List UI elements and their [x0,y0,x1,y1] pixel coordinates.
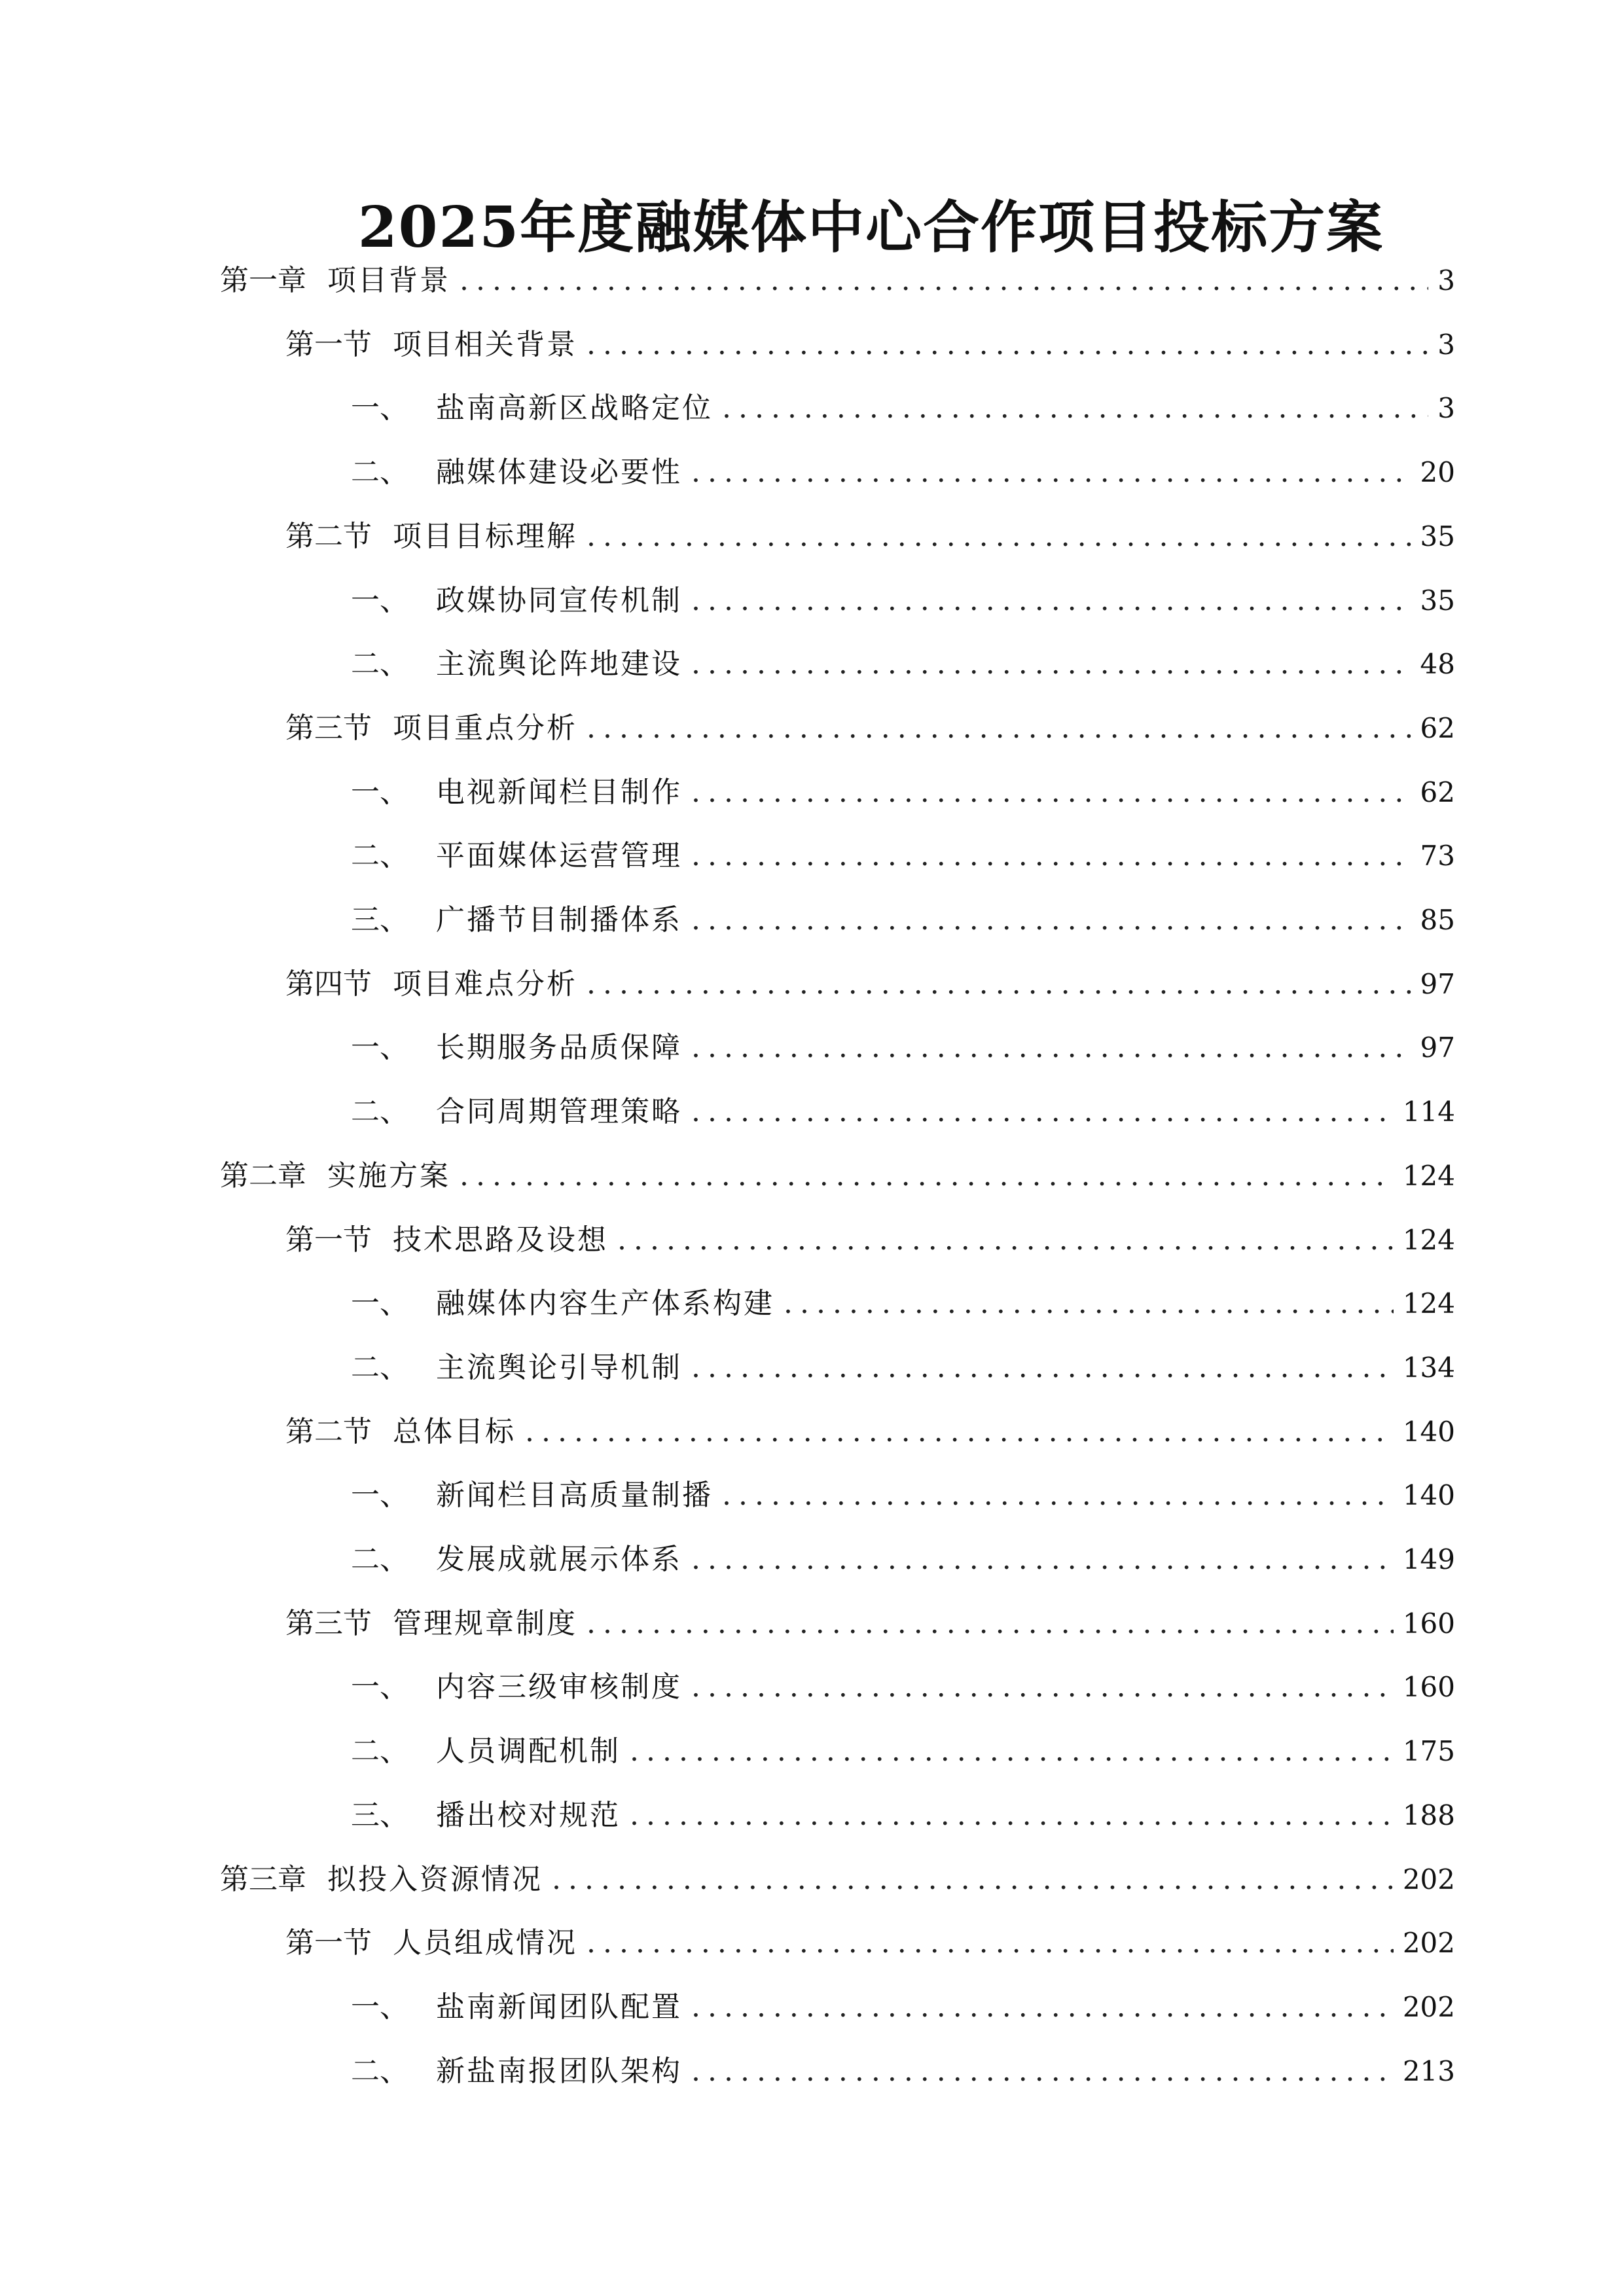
toc-entry[interactable] [351,1666,1455,1708]
toc-entry-page-number: 124 [1402,1287,1455,1320]
toc-entry-number: 第一章 [220,264,306,297]
toc-entry-number: 二、 [351,2054,408,2088]
toc-entry[interactable] [351,899,1455,941]
toc-dot-leader [722,387,1428,429]
toc-entry-number: 第三节 [285,1606,372,1640]
toc-dot-leader [617,1219,1394,1261]
toc-entry-title: 技术思路及设想 [393,1223,608,1257]
toc-entry-title: 新盐南报团队架构 [436,2054,682,2088]
toc-entry-number: 一、 [351,583,408,617]
toc-entry-number: 一、 [351,1031,408,1065]
toc-entry-page-number: 73 [1420,840,1455,872]
toc-entry-number: 二、 [351,456,408,490]
toc-entry-title: 内容三级审核制度 [436,1670,682,1704]
toc-entry-number: 二、 [351,1734,408,1768]
toc-entry-title: 主流舆论阵地建设 [436,647,682,681]
toc-dot-leader [691,580,1411,622]
toc-entry-number: 二、 [351,839,408,873]
toc-entry-page-number: 140 [1402,1415,1455,1448]
toc-entry-page-number: 3 [1437,328,1455,361]
toc-entry-title: 项目相关背景 [393,327,577,361]
toc-entry[interactable] [351,1475,1455,1516]
toc-dot-leader [552,1859,1394,1901]
toc-entry-title: 发展成就展示体系 [436,1543,682,1576]
toc-dot-leader [586,1922,1394,1964]
toc-entry-page-number: 3 [1437,392,1455,425]
toc-dot-leader [691,772,1411,814]
toc-dot-leader [630,1795,1394,1837]
toc-entry-number: 二、 [351,1543,408,1576]
toc-entry[interactable] [285,963,1455,1005]
toc-dot-leader [586,516,1411,558]
toc-entry[interactable] [285,1922,1455,1964]
toc-entry-page-number: 48 [1420,648,1455,681]
toc-entry-title: 播出校对规范 [436,1798,621,1832]
toc-entry-title: 盐南高新区战略定位 [436,391,713,425]
toc-entry-title: 融媒体内容生产体系构建 [436,1287,774,1321]
toc-dot-leader [691,1347,1394,1389]
toc-entry-page-number: 3 [1437,264,1455,296]
toc-entry[interactable] [285,1219,1455,1261]
toc-entry[interactable] [351,772,1455,814]
toc-entry[interactable] [351,1795,1455,1837]
toc-dot-leader [586,1603,1394,1645]
toc-dot-leader [691,1986,1394,2028]
toc-entry-number: 第一节 [285,1926,372,1960]
toc-entry-page-number: 85 [1420,904,1455,936]
toc-entry-page-number: 175 [1402,1735,1455,1768]
toc-entry-title: 盐南新闻团队配置 [436,1990,682,2024]
toc-dot-leader [691,643,1411,685]
toc-dot-leader [586,963,1411,1005]
toc-dot-leader [630,1731,1394,1772]
table-of-contents [0,260,1624,2125]
toc-entry-page-number: 35 [1420,584,1455,617]
toc-entry-page-number: 149 [1402,1543,1455,1575]
toc-entry-page-number: 114 [1402,1096,1455,1128]
toc-entry-number: 一、 [351,1479,408,1513]
toc-entry-page-number: 160 [1402,1607,1455,1640]
toc-dot-leader [691,1666,1394,1708]
toc-entry-page-number: 97 [1420,967,1455,1000]
toc-entry-page-number: 134 [1402,1351,1455,1384]
toc-entry-title: 项目目标理解 [393,519,577,553]
toc-entry-title: 融媒体建设必要性 [436,456,682,490]
toc-entry[interactable] [220,1859,1455,1901]
toc-entry[interactable] [285,516,1455,558]
toc-entry-title: 项目背景 [327,264,450,297]
toc-dot-leader [784,1283,1394,1325]
toc-entry[interactable] [351,1283,1455,1325]
toc-entry[interactable] [220,260,1455,302]
toc-entry-page-number: 62 [1420,711,1455,744]
toc-entry-page-number: 202 [1402,1863,1455,1895]
toc-dot-leader [691,452,1411,493]
toc-entry[interactable] [285,324,1455,366]
toc-entry[interactable] [285,1411,1455,1453]
toc-entry[interactable] [351,1027,1455,1069]
toc-entry-number: 三、 [351,903,408,937]
toc-entry-number: 第四节 [285,967,372,1001]
toc-entry-number: 第三章 [220,1862,306,1896]
toc-entry[interactable] [351,452,1455,493]
toc-dot-leader [460,260,1428,302]
toc-entry-title: 管理规章制度 [393,1606,577,1640]
toc-entry-number: 一、 [351,1287,408,1321]
toc-entry[interactable] [351,643,1455,685]
toc-entry-page-number: 62 [1420,776,1455,808]
toc-entry-title: 拟投入资源情况 [327,1862,543,1896]
toc-entry[interactable] [220,1155,1455,1197]
toc-entry-number: 第三节 [285,711,372,745]
toc-entry-number: 一、 [351,1670,408,1704]
toc-entry-page-number: 124 [1402,1223,1455,1256]
toc-dot-leader [586,324,1428,366]
toc-entry-page-number: 124 [1402,1159,1455,1192]
toc-entry-page-number: 202 [1402,1927,1455,1960]
toc-entry[interactable] [285,1603,1455,1645]
toc-entry-title: 项目重点分析 [393,711,577,745]
toc-entry[interactable] [351,387,1455,429]
toc-entry-number: 第一节 [285,1223,372,1257]
toc-entry-title: 项目难点分析 [393,967,577,1001]
toc-dot-leader [691,1091,1394,1133]
toc-entry-number: 二、 [351,647,408,681]
toc-entry-number: 第二节 [285,519,372,553]
toc-entry-page-number: 160 [1402,1671,1455,1704]
toc-entry[interactable] [351,2051,1455,2092]
toc-entry-title: 实施方案 [327,1158,450,1193]
toc-entry-number: 三、 [351,1798,408,1832]
toc-entry-page-number: 20 [1420,456,1455,489]
toc-entry-number: 第二章 [220,1158,306,1193]
toc-entry[interactable] [351,1347,1455,1389]
toc-entry-title: 人员调配机制 [436,1734,621,1768]
toc-entry-page-number: 213 [1402,2054,1455,2087]
toc-dot-leader [691,1539,1394,1581]
toc-entry[interactable] [285,708,1455,749]
toc-dot-leader [691,899,1411,941]
toc-entry[interactable] [351,1986,1455,2028]
toc-entry-number: 一、 [351,775,408,809]
toc-entry[interactable] [351,1539,1455,1581]
toc-dot-leader [586,708,1411,749]
toc-entry-page-number: 188 [1402,1799,1455,1831]
toc-entry-number: 一、 [351,1990,408,2024]
toc-entry-title: 平面媒体运营管理 [436,839,682,873]
toc-entry-page-number: 202 [1402,1990,1455,2023]
toc-dot-leader [525,1411,1394,1453]
document-title: 2025年度融媒体中心合作项目投标方案 [357,194,1384,260]
toc-entry-title: 政媒协同宣传机制 [436,583,682,617]
toc-dot-leader [691,835,1411,877]
toc-entry[interactable] [351,1091,1455,1133]
toc-entry[interactable] [351,580,1455,622]
toc-entry-page-number: 97 [1420,1031,1455,1064]
toc-dot-leader [691,2051,1394,2092]
toc-dot-leader [460,1155,1394,1197]
toc-entry-title: 总体目标 [393,1414,516,1448]
toc-entry-title: 主流舆论引导机制 [436,1350,682,1384]
toc-entry-number: 第二节 [285,1414,372,1448]
toc-entry-page-number: 140 [1402,1479,1455,1512]
toc-entry-title: 新闻栏目高质量制播 [436,1479,713,1513]
toc-entry-title: 人员组成情况 [393,1926,577,1960]
toc-entry[interactable] [351,835,1455,877]
toc-entry-number: 第一节 [285,327,372,361]
toc-entry[interactable] [351,1731,1455,1772]
toc-entry-number: 一、 [351,391,408,425]
toc-dot-leader [722,1475,1394,1516]
toc-entry-title: 广播节目制播体系 [436,903,682,937]
toc-entry-title: 合同周期管理策略 [436,1095,682,1129]
toc-entry-page-number: 35 [1420,520,1455,552]
toc-entry-title: 长期服务品质保障 [436,1031,682,1065]
toc-entry-number: 二、 [351,1095,408,1129]
toc-entry-title: 电视新闻栏目制作 [436,775,682,809]
toc-entry-number: 二、 [351,1350,408,1384]
toc-dot-leader [691,1027,1411,1069]
